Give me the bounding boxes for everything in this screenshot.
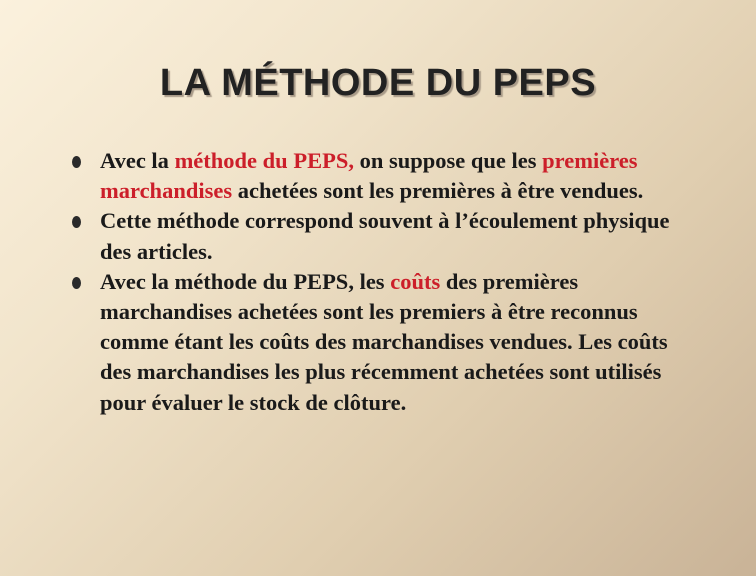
- bullet-highlight-segment: méthode du PEPS,: [174, 148, 354, 173]
- bullet-text-segment: on suppose que les: [353, 148, 543, 173]
- bullet-text-segment: achetées sont les premières à être vendues.: [232, 178, 644, 204]
- bullet-item: [72, 146, 682, 206]
- bullet-list: [72, 146, 682, 418]
- bullet-text-segment: Avec la méthode du PEPS, les: [100, 268, 391, 294]
- bullet-highlight-segment: premières marchandises: [100, 148, 638, 204]
- bullet-text-segment: Cette méthode correspond souvent à l’écoulement physique des articles.: [100, 208, 670, 264]
- bullet-dot-icon: [72, 156, 81, 168]
- bullet-text-segment: des premières marchandises achetées sont les premiers à être reconnus comme étant les coûts des marchandises vendues. Les coûts des marchandises les plus récemment achetées sont utilisés pour évaluer le stock de clôture.: [100, 268, 668, 415]
- slide-title: LA MÉTHODE DU PEPS: [159, 62, 597, 104]
- bullet-item: [72, 206, 682, 266]
- bullet-text-segment: Avec la: [100, 148, 175, 173]
- bullet-dot-icon: [72, 277, 81, 289]
- bullet-dot-icon: [72, 216, 81, 228]
- bullet-highlight-segment: coûts: [390, 268, 441, 294]
- bullet-item: [72, 267, 682, 418]
